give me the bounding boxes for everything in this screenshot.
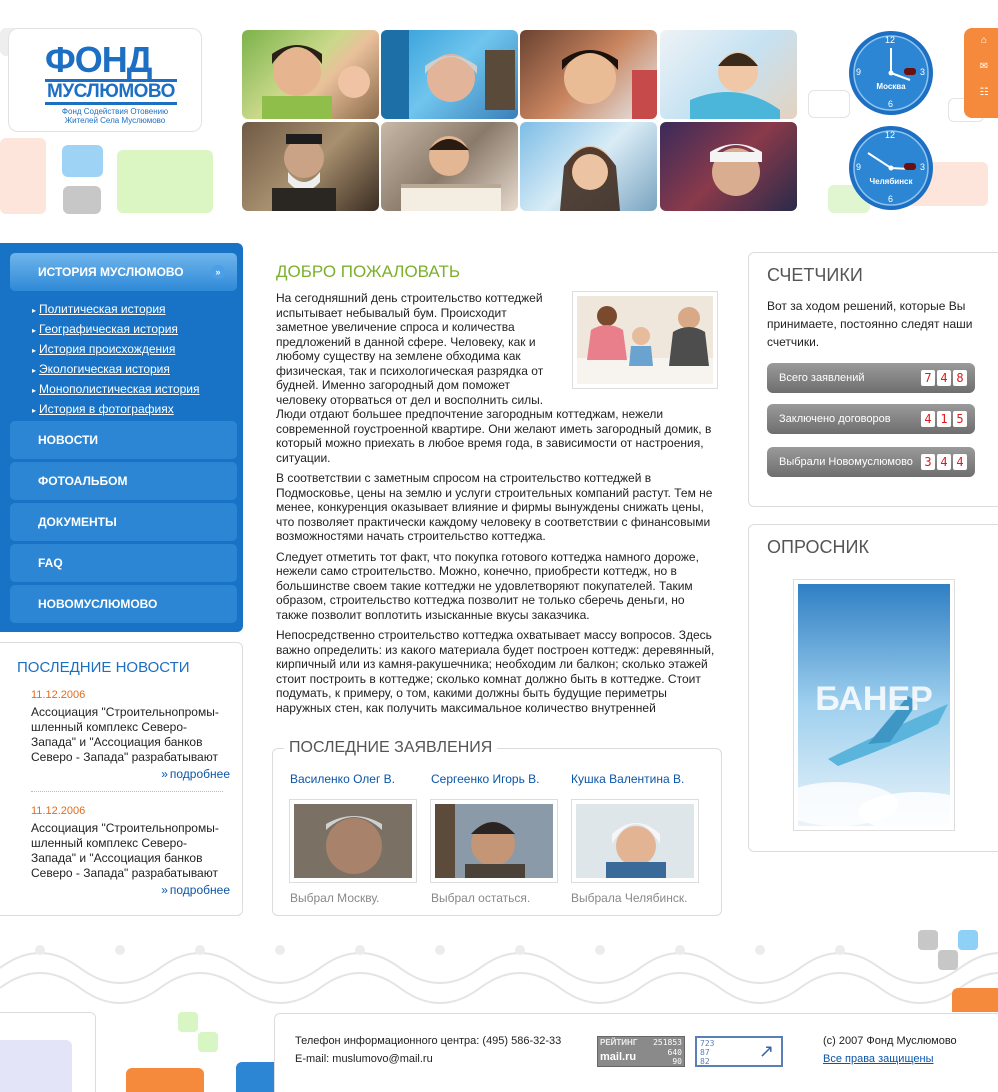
clock-num-6: 6 <box>888 99 894 109</box>
counter-digit: 4 <box>953 454 967 470</box>
clock-num-9: 9 <box>856 67 862 77</box>
news-date: 11.12.2006 <box>31 805 86 817</box>
clock-num-3: 3 <box>920 162 926 172</box>
quick-links-tab <box>964 28 998 118</box>
clock-num-3: 3 <box>920 67 926 77</box>
news-text: Ассоциация "Строительнопромы-шленный комплекс Северо-Запада" и "Ассоциация банков Северо - Запада" разрабатывают <box>31 705 219 764</box>
clock-moscow <box>848 30 934 116</box>
counter-value: 87 <box>700 1048 710 1057</box>
article-photo <box>572 291 718 389</box>
counter-label: Выбрали Новомуслюмово <box>779 456 913 468</box>
subnav-link-origin[interactable]: ▸ История происхождения <box>32 340 200 360</box>
news-text: Ассоциация "Строительнопромы-шленный комплекс Северо-Запада" и "Ассоциация банков Северо - Запада" разрабатывают <box>31 821 219 880</box>
arrow-up-right-icon: ↗ <box>759 1041 775 1061</box>
header-photo <box>381 30 518 119</box>
clock-num-9: 9 <box>856 162 862 172</box>
decor-pattern <box>0 928 998 1006</box>
applicant-caption: Выбрала Челябинск. <box>571 891 688 905</box>
rating-label: РЕЙТИНГ <box>600 1038 638 1047</box>
counter-value: 82 <box>700 1057 710 1066</box>
decor-square <box>62 145 103 177</box>
counter-digits <box>919 370 967 386</box>
nav-item-photoalbum[interactable]: ФОТОАЛЬБОМ <box>10 462 237 500</box>
arrow-right-icon: » <box>211 265 225 279</box>
rating-value: 251853 <box>653 1038 682 1047</box>
footer-rights-link[interactable]: Все права защищены <box>823 1053 934 1065</box>
footer-email: E-mail: muslumovo@mail.ru <box>295 1053 433 1065</box>
main-navigation <box>0 243 243 632</box>
header-photo <box>381 122 518 211</box>
nav-item-label: ИСТОРИЯ МУСЛЮМОВО <box>38 265 184 279</box>
subnav-link-monopolistic[interactable]: ▸ Монополистическая история <box>32 380 200 400</box>
header-photo <box>242 30 379 119</box>
liveinternet-counter[interactable] <box>695 1036 783 1067</box>
counter-digit: 4 <box>937 370 951 386</box>
logo-tagline: Фонд Содействия Отовению Жителей Села Муслюмово <box>61 107 169 125</box>
subnav-link-ecological[interactable]: ▸ Экологическая история <box>32 360 200 380</box>
subnav-link-political[interactable]: ▸ Политическая история <box>32 300 200 320</box>
logo[interactable] <box>8 28 202 132</box>
applicant-name-link[interactable]: Василенко Олег В. <box>290 772 395 786</box>
applicant-name-link[interactable]: Кушка Валентина В. <box>571 772 685 786</box>
logo-subtitle: МУСЛЮМОВО <box>45 79 177 105</box>
article-paragraph: Следует отметить тот факт, что покупка готового коттеджа намного дороже, нежели само строительство. Можно, конечно, приобрести коттедж, но в большинстве своем такие коттеджи не удовлетворяют покупателей. Таким образом, строительство коттеджа позволит не только сберечь деньги, но также позволит воплотить изысканные вкусы заказчика. <box>276 549 699 622</box>
article-paragraph: В соответствии с заметным спросом на строительство коттеджей в Подмосковье, цены на землю и услуги строительных компаний растут. Тем не менее, конкуренция оказывает влияние и фирмы вынуждены снижать цены, что позволяет практически каждому человеку в соответствии с финансовыми возможностями начать строительство коттеджа. <box>276 471 713 543</box>
page-title: ДОБРО ПОЖАЛОВАТЬ <box>276 262 460 281</box>
clock-city: Москва <box>876 82 906 91</box>
counter-digit: 8 <box>953 370 967 386</box>
subnav-link-geographic[interactable]: ▸ Географическая история <box>32 320 200 340</box>
news-more-link[interactable]: » подробнее <box>161 767 230 781</box>
mail-icon[interactable]: ✉ <box>979 61 989 72</box>
nav-item-documents[interactable]: ДОКУМЕНТЫ <box>10 503 237 541</box>
nav-item-faq[interactable]: FAQ <box>10 544 237 582</box>
applicant-caption: Выбрал Москву. <box>290 891 380 905</box>
counters-intro: Вот за ходом решений, которые Вы принимаете, постоянно следят наши счетчики. <box>767 299 973 349</box>
counter-contracts <box>767 404 975 434</box>
rating-brand: mail.ru <box>600 1051 637 1063</box>
decor-square <box>808 90 850 118</box>
counter-digit: 3 <box>921 454 935 470</box>
header-photo <box>660 122 797 211</box>
news-title: ПОСЛЕДНИЕ НОВОСТИ <box>17 659 190 676</box>
article-paragraph: На сегодняшний день строительство коттеджей испытывает небывалый бум. Происходит заметное увеличение спроса и количества предложений в данной сфере. Человеку, как и любому существу на землене обходима как физическая, так и психологическая разрядка от будней. Именно загородный дом поможет человеку оторваться от дел и восполнить силы. Люди отдают большее предпочтение загородным коттеджам, нежели современной гоустроенной квартире. Они желают иметь загородный домик, в который можно приехать в любое время года, в зависимости от настроения, ситуации. <box>276 291 712 465</box>
applicant-caption: Выбрал остаться. <box>431 891 531 905</box>
decor-square <box>236 1062 274 1092</box>
counter-label: Всего заявлений <box>779 372 865 384</box>
counter-value: 723 <box>700 1039 715 1048</box>
news-separator <box>31 791 223 792</box>
sitemap-icon[interactable]: ☷ <box>979 87 989 98</box>
counter-digits <box>919 411 967 427</box>
history-subnav <box>32 300 200 420</box>
decor-square <box>0 1040 72 1092</box>
decor-square <box>952 988 998 1012</box>
latest-news-panel <box>0 642 243 916</box>
home-icon[interactable]: ⌂ <box>980 35 988 46</box>
decor-square <box>126 1068 204 1092</box>
counters-title: СЧЕТЧИКИ <box>767 265 863 285</box>
header-photo <box>660 30 797 119</box>
counter-novomuslyumovo <box>767 447 975 477</box>
applicant-photo[interactable] <box>289 799 417 883</box>
rating-value: 90 <box>672 1057 682 1066</box>
nav-item-news[interactable]: НОВОСТИ <box>10 421 237 459</box>
article-paragraph: Непосредственно строительство коттеджа охватывает массу вопросов. Здесь важно определить: из какого материала будет построен коттедж: деревянный, кирпичный или из камня-ракушечника; необходим ли балкон; сколько этажей стоит построить в коттедже; сколько комнат должно быть в коттедже. Стоит подумать, к примеру, о том, какими должны быть будущие периметры наружных стен, как получить максимальное количество внутренней <box>276 628 715 715</box>
footer-copyright: (c) 2007 Фонд Муслюмово <box>823 1035 957 1047</box>
clock-num-12: 12 <box>885 130 896 140</box>
header-photo <box>242 122 379 211</box>
poll-title: ОПРОСНИК <box>767 537 869 557</box>
banner[interactable] <box>793 579 955 831</box>
logo-title: ФОНД <box>45 39 152 80</box>
clock-chelyabinsk <box>848 125 934 211</box>
clock-num-6: 6 <box>888 194 894 204</box>
counters-panel <box>748 252 998 507</box>
header-photo <box>520 122 657 211</box>
counter-total-applications <box>767 363 975 393</box>
nav-item-novomuslyumovo[interactable]: НОВОМУСЛЮМОВО <box>10 585 237 623</box>
decor-square <box>0 138 46 214</box>
clock-num-12: 12 <box>885 35 896 45</box>
news-more-link[interactable]: » подробнее <box>161 883 230 897</box>
decor-square <box>63 186 101 214</box>
applications-title: ПОСЛЕДНИЕ ЗАЯВЛЕНИЯ <box>284 739 497 757</box>
banner-text: БАНЕР <box>815 680 933 718</box>
decor-square <box>918 930 938 950</box>
counter-label: Заключено договоров <box>779 413 891 425</box>
applicant-photo[interactable] <box>571 799 699 883</box>
footer <box>274 1013 998 1092</box>
footer-phone: Телефон информационного центра: (495) 586-32-33 <box>295 1035 562 1047</box>
decor-square <box>178 1012 198 1032</box>
decor-square <box>958 930 978 950</box>
news-date: 11.12.2006 <box>31 689 86 701</box>
counter-digits <box>919 454 967 470</box>
applicant-photo[interactable] <box>430 799 558 883</box>
counter-digit: 1 <box>937 411 951 427</box>
counter-digit: 4 <box>921 411 935 427</box>
header-photo <box>520 30 657 119</box>
poll-panel <box>748 524 998 852</box>
decor-square <box>198 1032 218 1052</box>
clock-city: Челябинск <box>869 177 913 186</box>
subnav-link-photos[interactable]: ▸ История в фотографиях <box>32 400 200 420</box>
nav-item-history[interactable] <box>10 253 237 291</box>
rating-counter-badge[interactable] <box>597 1036 685 1067</box>
rating-value: 640 <box>667 1048 682 1057</box>
main-article <box>276 291 718 721</box>
applicant-name-link[interactable]: Сергеенко Игорь В. <box>431 772 540 786</box>
decor-square <box>938 950 958 970</box>
counter-digit: 5 <box>953 411 967 427</box>
decor-square <box>117 150 213 213</box>
counter-digit: 4 <box>937 454 951 470</box>
counter-digit: 7 <box>921 370 935 386</box>
